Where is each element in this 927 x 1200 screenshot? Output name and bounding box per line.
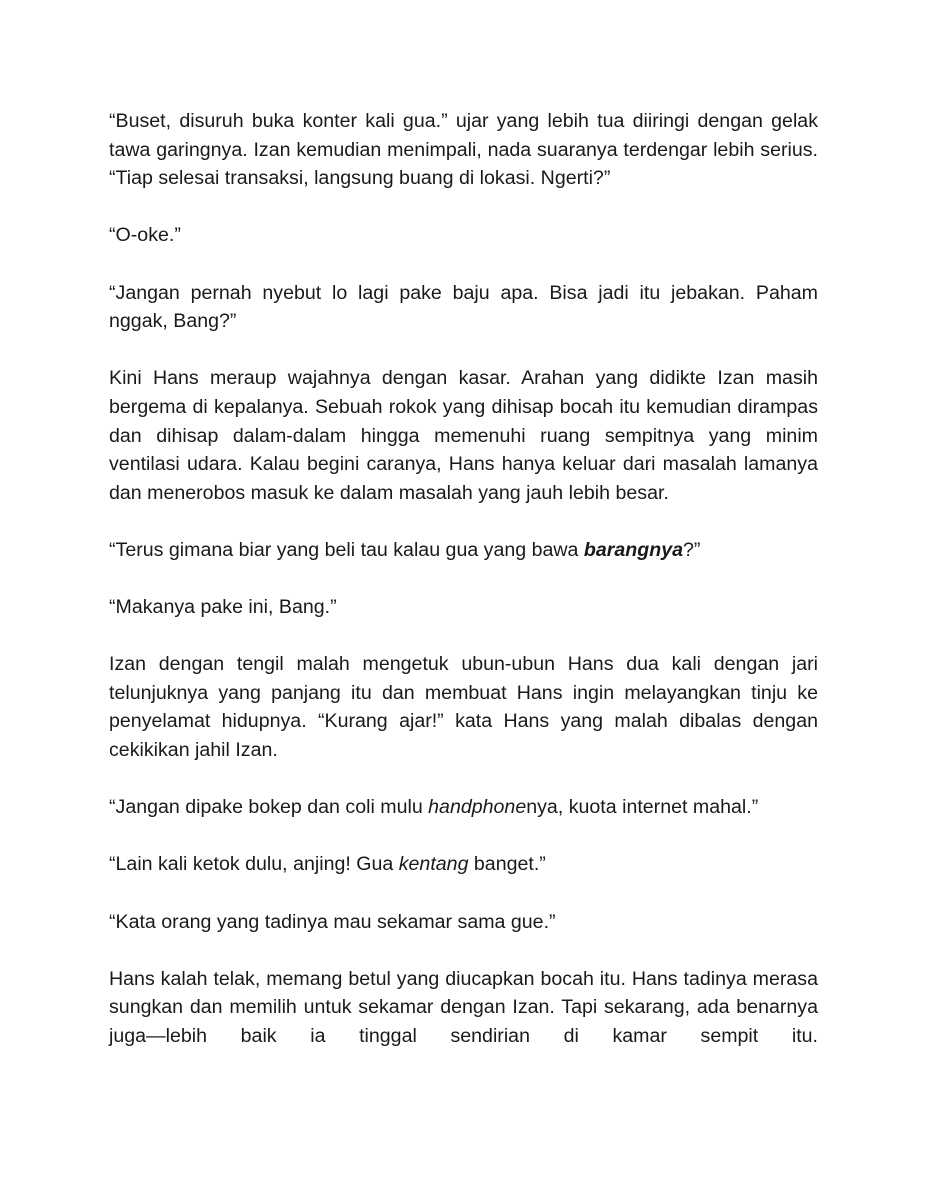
- paragraph-2: “O-oke.”: [109, 224, 181, 247]
- paragraph-5: [109, 536, 818, 565]
- paragraph-8-emphasis: handphone: [428, 796, 527, 819]
- paragraph-9: [109, 850, 818, 879]
- paragraph-10: “Kata orang yang tadinya mau sekamar sama gue.”: [109, 910, 556, 933]
- paragraph-9-text-end: banget.”: [468, 853, 546, 876]
- paragraph-1: “Buset, disuruh buka konter kali gua.” ujar yang lebih tua diiringi dengan gelak tawa garingnya. Izan kemudian menimpali, nada suaranya terdengar lebih serius. “Tiap selesai transaksi, langsung buang di lokasi. Ngerti?”: [109, 110, 818, 190]
- paragraph-9-text-start: “Lain kali ketok dulu, anjing! Gua: [109, 853, 399, 876]
- paragraph-6: “Makanya pake ini, Bang.”: [109, 596, 337, 619]
- paragraph-3: “Jangan pernah nyebut lo lagi pake baju apa. Bisa jadi itu jebakan. Paham nggak, Bang?”: [109, 281, 818, 333]
- paragraph-5-emphasis: barangnya: [583, 538, 683, 561]
- paragraph-4: Kini Hans meraup wajahnya dengan kasar. Arahan yang didikte Izan masih bergema di kepalanya. Sebuah rokok yang dihisap bocah itu kemudian dirampas dan dihisap dalam-dalam hingga memenuhi ruang sempitnya yang minim ventilasi udara. Kalau begini caranya, Hans hanya keluar dari masalah lamanya dan menerobos masuk ke dalam masalah yang jauh lebih besar.: [109, 367, 818, 504]
- paragraph-9-emphasis: kentang: [398, 853, 469, 876]
- paragraph-8-text-end: nya, kuota internet mahal.”: [526, 796, 759, 819]
- paragraph-7: Izan dengan tengil malah mengetuk ubun-ubun Hans dua kali dengan jari telunjuknya yang panjang itu dan membuat Hans ingin melayangkan tinju ke penyelamat hidupnya. “Kurang ajar!” kata Hans yang malah dibalas dengan cekikikan jahil Izan.: [109, 653, 818, 762]
- paragraph-8-text-start: “Jangan dipake bokep dan coli mulu: [109, 796, 429, 819]
- paragraph-11: Hans kalah telak, memang betul yang diucapkan bocah itu. Hans tadinya merasa sungkan dan memilih untuk sekamar dengan Izan. Tapi sekarang, ada benarnya juga—lebih baik ia tinggal sendirian di kamar sempit itu.: [109, 967, 818, 1047]
- paragraph-5-text-end: ?”: [683, 538, 701, 561]
- paragraph-8: [109, 793, 818, 822]
- paragraph-5-text-start: “Terus gimana biar yang beli tau kalau gua yang bawa: [109, 538, 584, 561]
- document-body: [109, 107, 818, 1051]
